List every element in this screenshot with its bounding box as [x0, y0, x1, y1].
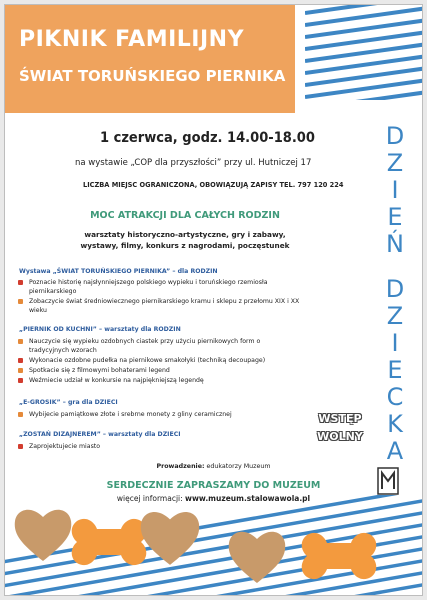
workshops-intro: warsztaty historyczno-artystyczne, gry i zabawy, wystawy, filmy, konkurs z nagrodami, poczęstunek	[80, 230, 290, 250]
title-main: PIKNIK FAMILIJNY	[19, 27, 245, 52]
vertical-gap	[373, 258, 417, 276]
invitation-line: SERDECZNIE ZAPRASZAMY DO MUZEUM	[106, 480, 321, 491]
group-list-exhibition	[15, 278, 315, 316]
vertical-letter: K	[387, 410, 403, 438]
list-item-text: Weźmiecie udział w konkursie na najpiękniejszą legendę	[29, 377, 204, 384]
title-subtitle: ŚWIAT TORUŃSKIEGO PIERNIKA	[19, 67, 286, 85]
list-item-text: Wykonacie ozdobne pudełka na piernikowe smakołyki (techniką decoupage)	[29, 357, 266, 364]
free-entry-badge	[305, 410, 375, 446]
group-title-designer: „ZOSTAŃ DIZAJNEREM” – warsztaty dla DZIECI	[19, 431, 181, 438]
bullet-icon	[18, 412, 23, 417]
vertical-title	[373, 123, 417, 465]
bullet-icon	[18, 378, 23, 383]
free-entry-line1: WSTĘP	[318, 412, 362, 425]
vertical-letter: E	[387, 203, 403, 231]
free-entry-line2: WOLNY	[317, 430, 363, 443]
list-item-text: Spotkacie się z filmowymi bohaterami legend	[29, 367, 170, 374]
vertical-letter: D	[385, 122, 405, 150]
top-stripes-decor	[305, 5, 422, 100]
poster-page	[4, 4, 423, 596]
heart-icon	[227, 527, 287, 585]
vertical-letter: Z	[386, 149, 404, 177]
registration-notice: LICZBA MIEJSC OGRANICZONA, OBOWIĄZUJĄ ZAPISY TEL. 797 120 224	[83, 181, 344, 189]
group-title-egrosik: „E-GROSIK” – gra dla DZIECI	[19, 399, 118, 406]
bone-cookie-icon	[297, 531, 381, 581]
heart-icon	[139, 507, 201, 567]
list-item	[15, 410, 305, 419]
info-label: więcej informacji:	[116, 494, 183, 503]
vertical-letter: E	[387, 356, 403, 384]
group-title-kitchen: „PIERNIK OD KUCHNI” – warsztaty dla RODZIN	[19, 326, 181, 333]
vertical-letter: I	[391, 329, 399, 357]
list-item-text: Poznacie historię najsłynniejszego polskiego wypieku i toruńskiego rzemiosła piernikarskiego	[29, 279, 268, 295]
bullet-icon	[18, 299, 23, 304]
list-item-text: Nauczycie się wypieku ozdobnych ciastek przy użyciu piernikowych form o tradycyjnych wzorach	[29, 338, 261, 354]
vertical-letter: D	[385, 275, 405, 303]
group-list-designer	[15, 442, 275, 452]
bullet-icon	[18, 358, 23, 363]
title-banner	[5, 5, 295, 113]
list-item	[15, 337, 275, 355]
list-item-text: Zaprojektujecie miasto	[29, 443, 101, 450]
organizer-label: Prowadzenie:	[156, 463, 205, 470]
list-item	[15, 376, 275, 385]
list-item	[15, 297, 315, 315]
list-item	[15, 356, 275, 365]
bullet-icon	[18, 444, 23, 449]
list-item	[15, 278, 315, 296]
vertical-letter: C	[386, 383, 404, 411]
bullet-icon	[18, 368, 23, 373]
vertical-letter: I	[391, 176, 399, 204]
vertical-letter: Ń	[386, 230, 404, 258]
list-item-text: Wybijecie pamiątkowe złote i srebrne monety z gliny ceramicznej	[29, 411, 232, 418]
list-item	[15, 442, 275, 451]
section-heading: MOC ATRAKCJI DLA CAŁYCH RODZIN	[90, 210, 280, 221]
group-list-kitchen	[15, 337, 275, 386]
event-venue: na wystawie „COP dla przyszłości” przy ul. Hutniczej 17	[75, 158, 312, 168]
vertical-letter: A	[386, 437, 404, 465]
bullet-icon	[18, 280, 23, 285]
bullet-icon	[18, 339, 23, 344]
heart-icon	[13, 505, 73, 563]
vertical-letter: Z	[386, 302, 404, 330]
museum-website-link[interactable]: www.muzeum.stalowawola.pl	[185, 494, 311, 503]
event-date: 1 czerwca, godz. 14.00-18.00	[100, 130, 315, 146]
museum-logo-icon	[377, 467, 399, 495]
list-item	[15, 366, 275, 375]
list-item-text: Zobaczycie świat średniowiecznego piernikarskiego kramu i sklepu z przełomu XIX i XX wieku	[29, 298, 300, 314]
group-list-egrosik	[15, 410, 305, 420]
group-title-exhibition: Wystawa „ŚWIAT TORUŃSKIEGO PIERNIKA” – dla RODZIN	[19, 268, 218, 275]
organizer-value: edukatorzy Muzeum	[206, 463, 271, 470]
organizer-line	[5, 463, 422, 470]
